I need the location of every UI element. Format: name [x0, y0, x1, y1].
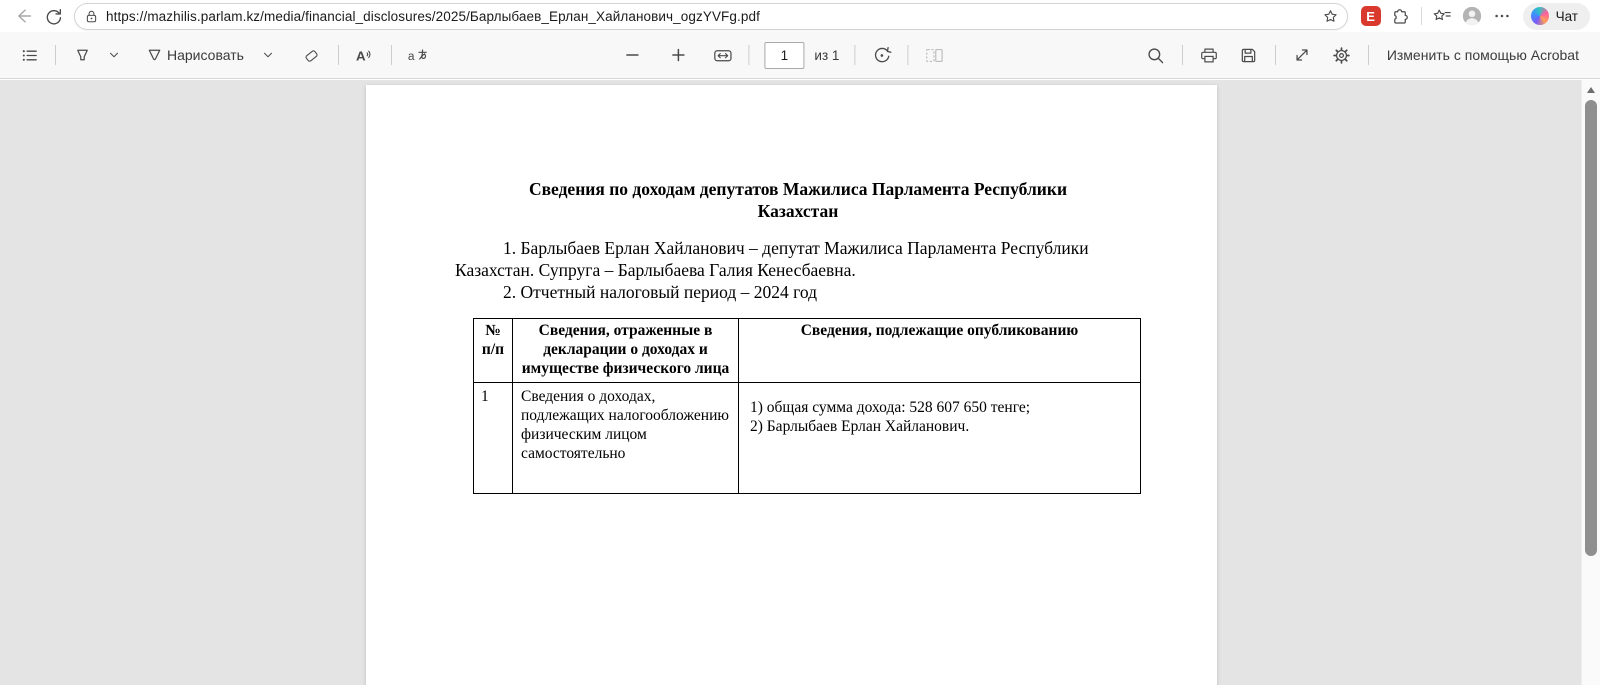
edit-acrobat-label: Изменить с помощью Acrobat	[1386, 47, 1579, 63]
zoom-in-button[interactable]	[663, 39, 693, 71]
extension-e-button[interactable]	[1356, 3, 1386, 29]
cell-declaration-info: Сведения о доходах, подлежащих налогообложению физическим лицом самостоятельно	[513, 383, 739, 494]
rotate-button[interactable]	[866, 39, 896, 71]
published-line-2: 2) Барлыбаев Ерлан Хайланович.	[750, 418, 970, 435]
draw-label: Нарисовать	[167, 47, 244, 63]
highlight-button[interactable]	[67, 39, 97, 71]
document-paragraph-1: 1. Барлыбаев Ерлан Хайланович – депутат Мажилиса Парламента Республики Казахстан. Супруга – Барлыбаева Галия Кенесбаевна.	[455, 238, 1089, 280]
scrollbar-thumb[interactable]	[1585, 100, 1597, 556]
toolbar-divider	[748, 45, 749, 65]
pdf-page	[366, 85, 1217, 685]
minus-icon	[624, 47, 640, 63]
toc-icon	[20, 46, 39, 65]
toolbar-center-group	[617, 39, 949, 71]
toolbar-divider	[1182, 45, 1183, 65]
svg-text:A: A	[356, 47, 366, 63]
favorites-hub-icon	[1432, 6, 1452, 26]
back-button[interactable]	[8, 3, 38, 29]
settings-more-button[interactable]	[1487, 3, 1517, 29]
header-cell-published: Сведения, подлежащие опубликованию	[739, 319, 1141, 383]
toolbar-divider	[854, 45, 855, 65]
plus-icon	[670, 47, 686, 63]
table-header-row	[474, 319, 1141, 383]
toolbar-left-group	[14, 39, 433, 71]
page-count-label: из 1	[814, 47, 840, 63]
extension-e-icon: E	[1361, 6, 1381, 26]
draw-options-button[interactable]	[253, 39, 283, 71]
toolbar-divider	[907, 45, 908, 65]
toolbar-divider	[1368, 45, 1369, 65]
table-of-contents-button[interactable]	[14, 39, 44, 71]
header-cell-declaration: Сведения, отраженные в декларации о доходах и имуществе физического лица	[513, 319, 739, 383]
fullscreen-icon	[1293, 46, 1311, 64]
copilot-icon	[1531, 7, 1549, 25]
cell-published-info	[739, 383, 1141, 494]
published-line-1: 1) общая сумма дохода: 528 607 650 тенге;	[750, 399, 1031, 416]
rotate-icon	[872, 46, 891, 65]
print-icon	[1199, 46, 1219, 65]
lock-icon	[84, 9, 99, 24]
copilot-chat-button[interactable]	[1523, 3, 1590, 30]
back-icon	[13, 6, 33, 26]
draw-button[interactable]	[141, 39, 251, 71]
url-text: https://mazhilis.parlam.kz/media/financial_disclosures/2025/Барлыбаев_Ерлан_Хайланович_ogzYVFg.pdf	[106, 8, 760, 24]
draw-pen-icon	[145, 46, 164, 65]
highlighter-icon	[73, 46, 92, 65]
pdf-viewer	[0, 80, 1600, 685]
document-title: Сведения по доходам депутатов Мажилиса Парламента Республики Казахстан	[528, 179, 1068, 221]
copilot-chat-label: Чат	[1555, 8, 1578, 24]
page-view-button[interactable]	[919, 39, 949, 71]
topbar-divider	[1421, 7, 1422, 25]
search-icon	[1146, 46, 1165, 65]
pdf-settings-button[interactable]	[1327, 39, 1357, 71]
toolbar-right-group	[1141, 39, 1586, 71]
gear-icon	[1332, 46, 1351, 65]
table-row	[474, 383, 1141, 494]
page-view-icon	[924, 46, 944, 65]
fit-width-icon	[712, 46, 733, 65]
pdf-toolbar	[0, 32, 1600, 79]
refresh-button[interactable]	[38, 3, 68, 29]
address-bar[interactable]	[74, 3, 1348, 30]
star-icon	[1322, 8, 1339, 25]
profile-avatar	[1461, 5, 1483, 27]
print-button[interactable]	[1194, 39, 1224, 71]
toolbar-divider	[391, 45, 392, 65]
chevron-down-icon	[261, 48, 275, 62]
favorites-bar-button[interactable]	[1427, 3, 1457, 29]
svg-text:a: a	[407, 48, 415, 63]
toolbar-divider	[1275, 45, 1276, 65]
fullscreen-button[interactable]	[1287, 39, 1317, 71]
favorite-star-button[interactable]	[1322, 8, 1339, 25]
document-paragraph-2: 2. Отчетный налоговый период – 2024 год	[503, 282, 818, 302]
scroll-up-arrow-icon[interactable]	[1587, 87, 1595, 93]
vertical-scrollbar[interactable]	[1581, 80, 1600, 685]
read-aloud-button[interactable]	[350, 39, 380, 71]
toolbar-divider	[55, 45, 56, 65]
zoom-out-button[interactable]	[617, 39, 647, 71]
toolbar-divider	[338, 45, 339, 65]
translate-icon	[407, 46, 429, 65]
header-cell-number: № п/п	[474, 319, 513, 383]
save-button[interactable]	[1234, 39, 1264, 71]
read-aloud-icon	[354, 46, 375, 65]
extensions-puzzle-icon	[1391, 7, 1410, 26]
erase-button[interactable]	[297, 39, 327, 71]
fit-to-width-button[interactable]	[707, 39, 737, 71]
disclosure-table	[473, 318, 1141, 494]
highlight-options-button[interactable]	[99, 39, 129, 71]
chevron-down-icon	[107, 48, 121, 62]
cell-row-number: 1	[474, 383, 513, 494]
eraser-icon	[302, 46, 321, 65]
translate-button[interactable]	[403, 39, 433, 71]
more-icon	[1493, 7, 1511, 25]
refresh-icon	[44, 7, 63, 26]
edit-with-acrobat-button[interactable]	[1380, 39, 1586, 71]
profile-button[interactable]	[1457, 3, 1487, 29]
page-number-input[interactable]	[764, 42, 804, 69]
extensions-button[interactable]	[1386, 3, 1416, 29]
browser-top-bar	[0, 0, 1600, 32]
pdf-page-content	[366, 85, 1217, 494]
save-icon	[1239, 46, 1258, 65]
search-button[interactable]	[1141, 39, 1171, 71]
